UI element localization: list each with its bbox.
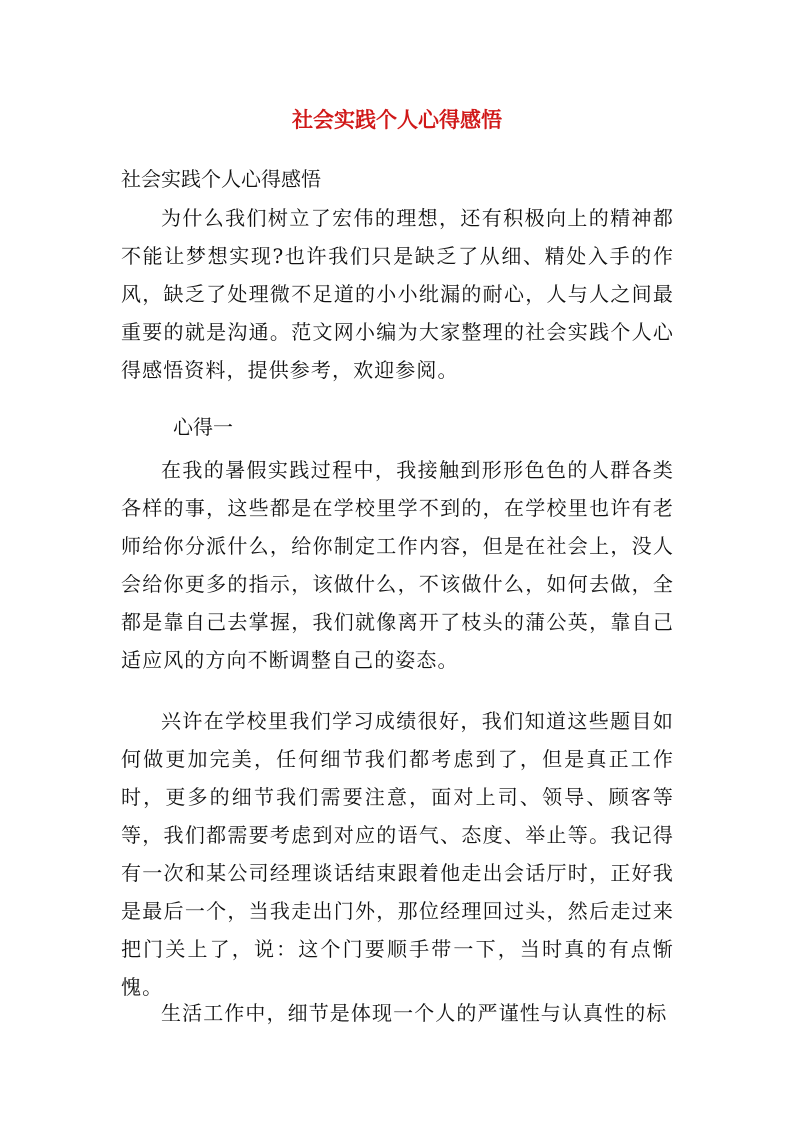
body-paragraph: 兴许在学校里我们学习成绩很好，我们知道这些题目如何做更加完美，任何细节我们都考虑到了，但是真正工作时，更多的细节我们需要注意，面对上司、领导、顾客等等，我们都需要考虑到对应的语气、态度、举止等。我记得有一次和某公司经理谈话结束跟着他走出会话厅时，正好我是最后一个，当我走出门外，那位经理回过头，然后走过来把门关上了，说：这个门要顺手带一下，当时真的有点惭愧。 (121, 709, 674, 999)
body-paragraph: 生活工作中，细节是体现一个人的严谨性与认真性的标 (161, 1001, 668, 1025)
document-subtitle: 社会实践个人心得感悟 (121, 167, 321, 191)
intro-paragraph: 为什么我们树立了宏伟的理想，还有积极向上的精神都不能让梦想实现?也许我们只是缺乏了从细、精处入手的作风，缺乏了处理微不足道的小小纰漏的耐心，人与人之间最重要的就是沟通。范文网小编为大家整理的社会实践个人心得感悟资料，提供参考，欢迎参阅。 (121, 206, 674, 382)
document-title: 社会实践个人心得感悟 (292, 107, 502, 132)
section-heading: 心得一 (173, 415, 233, 439)
body-paragraph: 在我的暑假实践过程中，我接触到形形色色的人群各类各样的事，这些都是在学校里学不到的，在学校里也许有老师给你分派什么，给你制定工作内容，但是在社会上，没人会给你更多的指示，该做什么，不该做什么，如何去做，全都是靠自己去掌握，我们就像离开了枝头的蒲公英，靠自己适应风的方向不断调整自己的姿态。 (121, 458, 674, 672)
